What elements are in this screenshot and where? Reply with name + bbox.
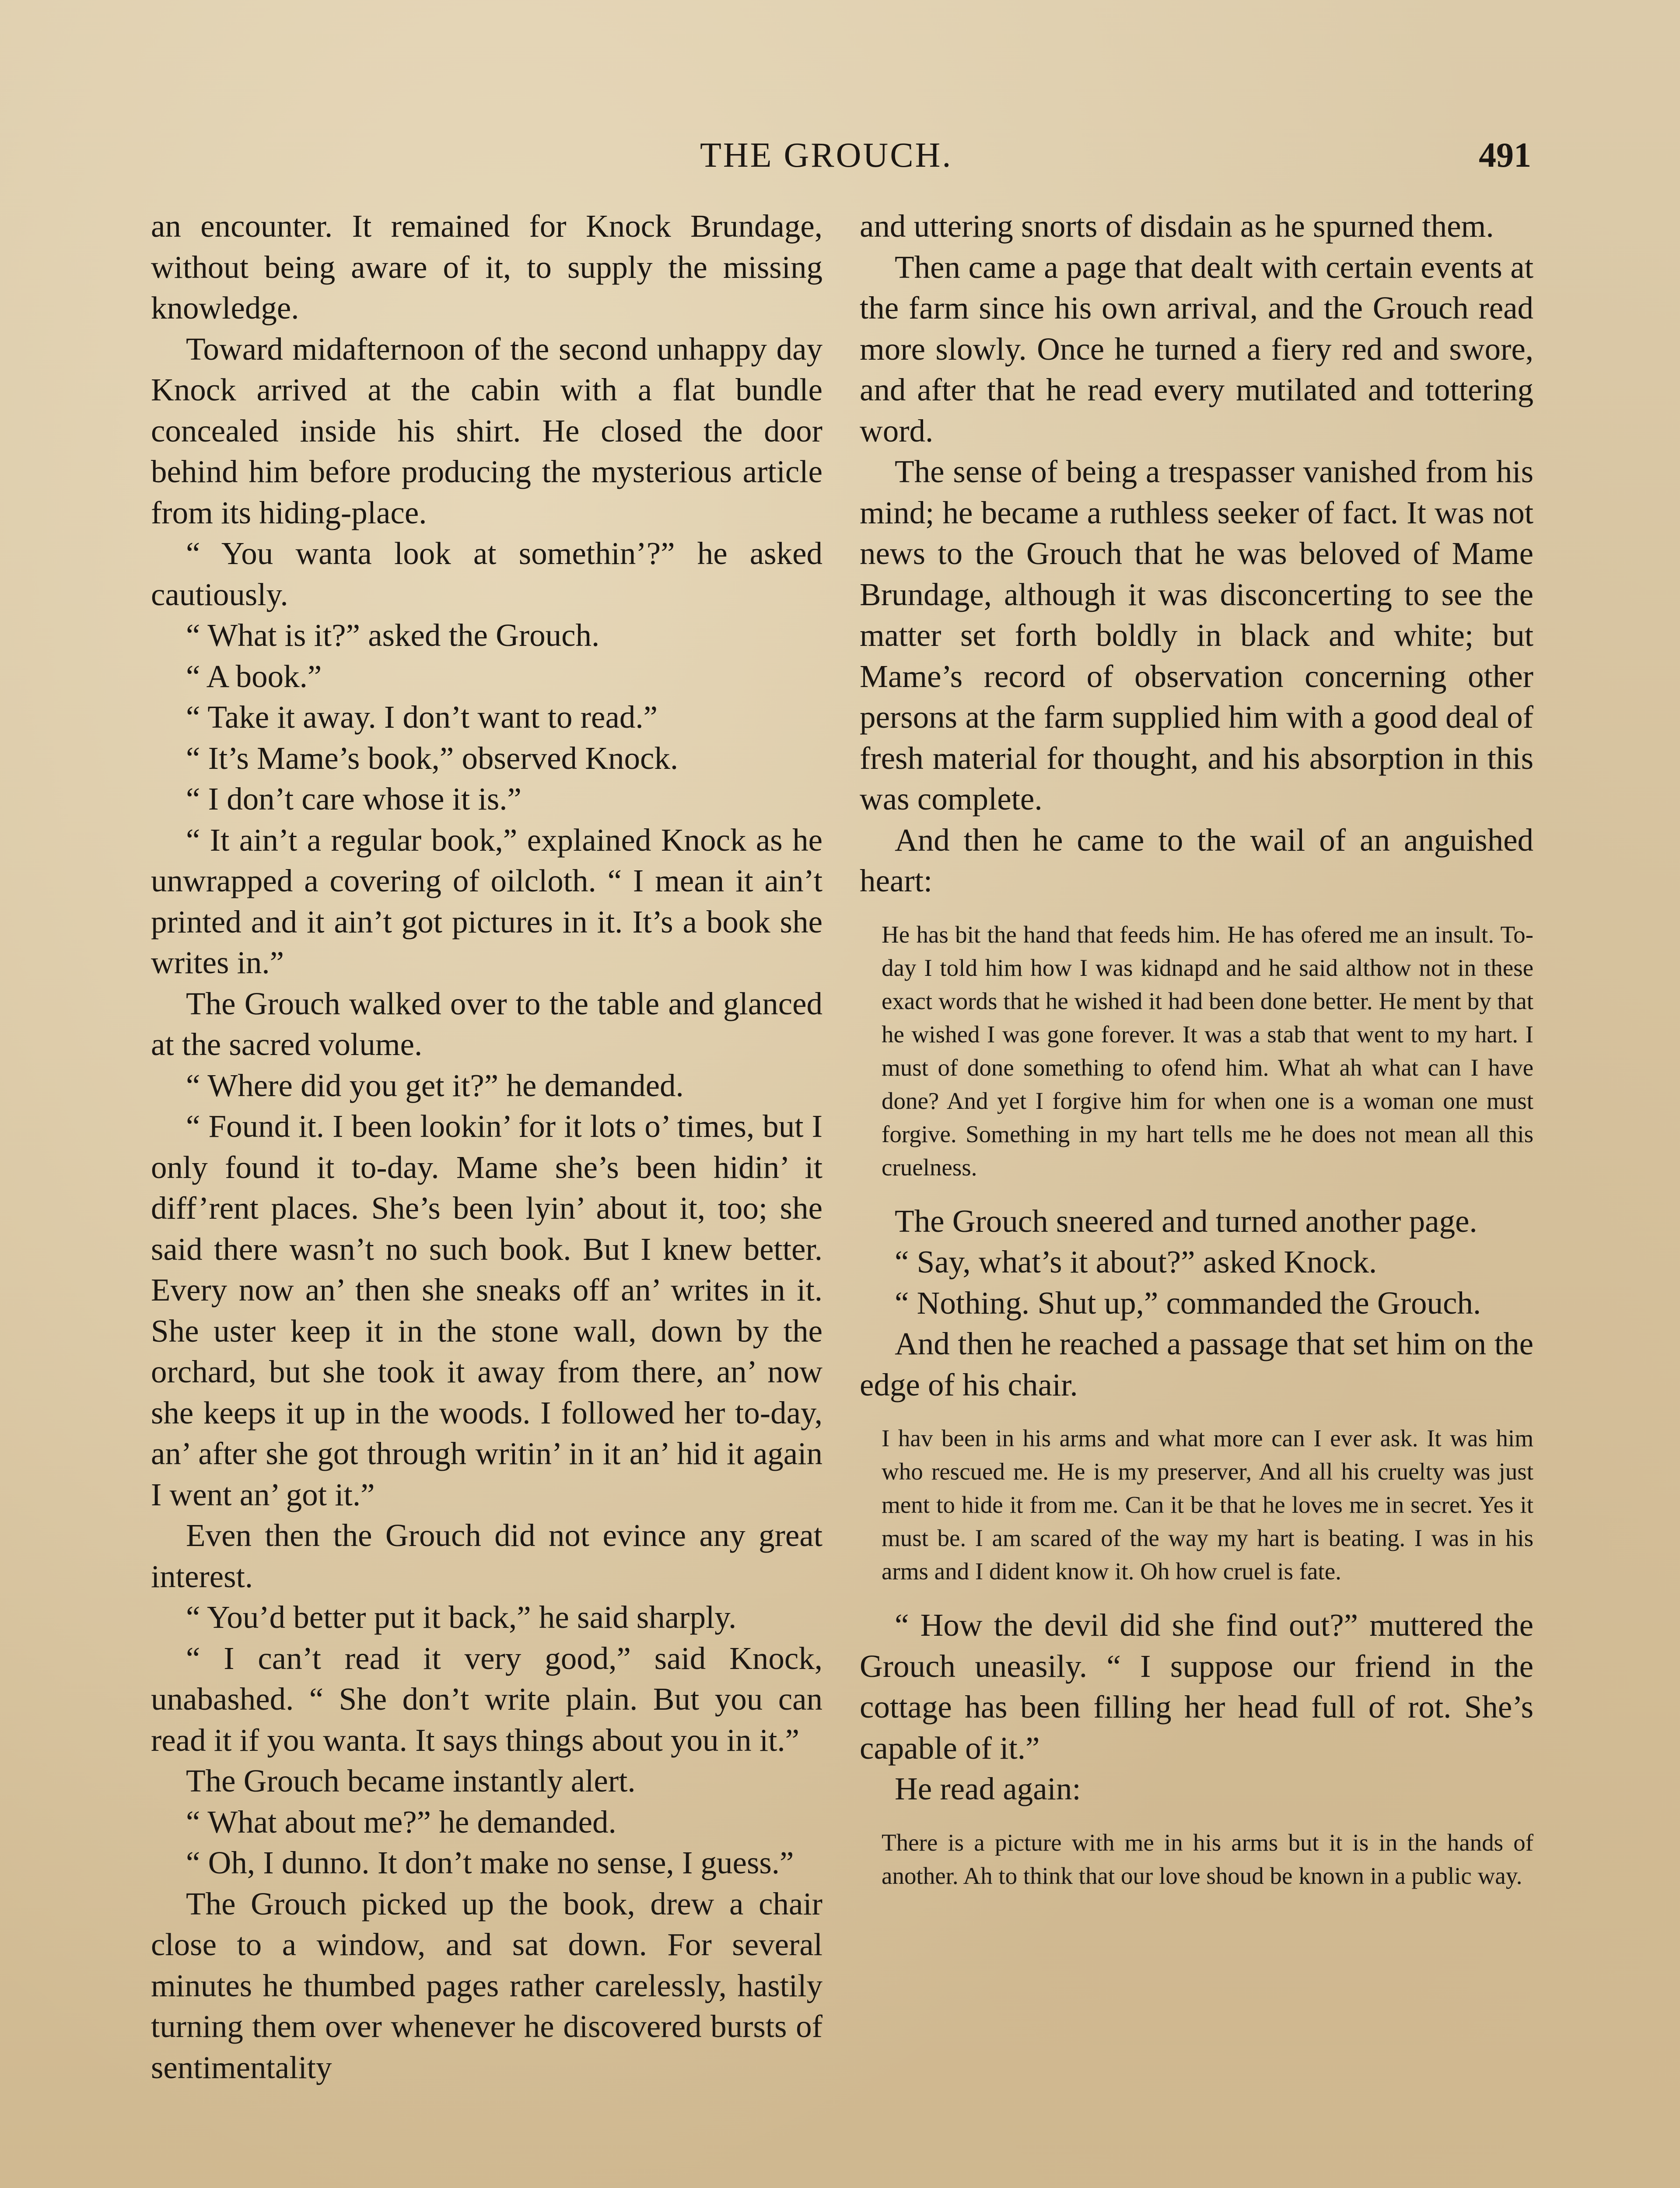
paragraph: “ What about me?” he demanded. (186, 1804, 616, 1840)
paragraph: “ It ain’t a regular book,” explained Knock as he unwrapped a covering of oilcloth. “ I mean it ain’t printed and it ain’t got pictures in it. It’s a book she writes in.” (151, 822, 822, 980)
page-header (0, 131, 1680, 179)
diary-excerpt: There is a picture with me in his arms but it is in the hands of another. Ah to think that our love shoud be known in a public way. (882, 1829, 1533, 1889)
paragraph: And then he reached a passage that set him on the edge of his chair. (860, 1326, 1533, 1403)
paragraph: “ You’d better put it back,” he said sharply. (186, 1599, 737, 1635)
paragraph: “ You wanta look at somethin’?” he asked cautiously. (151, 536, 822, 612)
diary-excerpt: I hav been in his arms and what more can I ever ask. It was him who rescued me. He is my preserver, And all his cruelty was just ment to hide it from me. Can it be that he loves me in secret. Yes it must be. I am scared of the way my hart is beating. I was in his arms and I dident know it. Oh how cruel is fate. (882, 1425, 1533, 1585)
paragraph: an encounter. It remained for Knock Brundage, without being aware of it, to supply the missing knowledge. (151, 208, 822, 326)
paragraph: And then he came to the wail of an anguished heart: (860, 822, 1533, 898)
paragraph: He read again: (895, 1771, 1081, 1806)
paragraph: “ It’s Mame’s book,” observed Knock. (186, 740, 679, 776)
paragraph: The Grouch sneered and turned another page. (895, 1203, 1477, 1239)
paragraph: The Grouch picked up the book, drew a chair close to a window, and sat down. For several minutes he thumbed pages rather carelessly, hastily turning them over whenever he discovered bursts of sentimentality (151, 1886, 822, 2085)
paragraph: Even then the Grouch did not evince any great interest. (151, 1518, 822, 1594)
paragraph: The Grouch became instantly alert. (186, 1763, 636, 1799)
paragraph: “ I can’t read it very good,” said Knock, unabashed. “ She don’t write plain. But you can read it if you wanta. It says things about you in it.” (151, 1640, 822, 1758)
paragraph: “ How the devil did she find out?” muttered the Grouch uneasily. “ I suppose our friend in the cottage has been filling her head full of rot. She’s capable of it.” (860, 1607, 1533, 1766)
paragraph: “ A book.” (186, 658, 322, 694)
page-number: 491 (1479, 136, 1531, 175)
paragraph: “ I don’t care whose it is.” (186, 781, 522, 817)
right-column (860, 206, 1533, 1893)
paragraph: “ Oh, I dunno. It don’t make no sense, I guess.” (186, 1845, 794, 1880)
paragraph: Toward midafternoon of the second unhappy day Knock arrived at the cabin with a flat bundle concealed inside his shirt. He closed the door behind him before producing the mysterious article from its hiding-place. (151, 331, 822, 530)
paragraph: “ Nothing. Shut up,” commanded the Grouch. (895, 1285, 1481, 1321)
paragraph: “ Where did you get it?” he demanded. (186, 1067, 684, 1103)
diary-excerpt: He has bit the hand that feeds him. He has ofered me an insult. To-day I told him how I was kidnapd and he said althow not in these exact words that he wished it had been done better. He ment by that he wished I was gone forever. It was a stab that went to my hart. I must of done something to ofend him. What ah what can I have done? And yet I forgive him for when one is a woman one must forgive. Something in my hart tells me he does not mean all this cruelness. (882, 921, 1533, 1181)
running-head: THE GROUCH. (700, 136, 953, 175)
paragraph: The Grouch walked over to the table and glanced at the sacred volume. (151, 985, 822, 1062)
left-column (151, 206, 822, 2088)
paragraph: and uttering snorts of disdain as he spurned them. (860, 208, 1494, 244)
paragraph: “ What is it?” asked the Grouch. (186, 617, 600, 653)
paragraph: The sense of being a trespasser vanished from his mind; he became a ruthless seeker of fact. It was not news to the Grouch that he was beloved of Mame Brundage, although it was disconcerting to see the matter set forth boldly in black and white; but Mame’s record of observation concerning other persons at the farm supplied him with a good deal of fresh material for thought, and his absorption in this was complete. (860, 454, 1533, 817)
paragraph: “ Found it. I been lookin’ for it lots o’ times, but I only found it to-day. Mame she’s been hidin’ it diff’rent places. She’s been lyin’ about it, too; she said there wasn’t no such book. But I knew better. Every now an’ then she sneaks off an’ writes in it. She uster keep it in the stone wall, down by the orchard, but she took it away from there, an’ now she keeps it up in the woods. I followed her to-day, an’ after she got through writin’ in it an’ hid it again I went an’ got it.” (151, 1108, 822, 1512)
paragraph: “ Take it away. I don’t want to read.” (186, 699, 658, 735)
paragraph: “ Say, what’s it about?” asked Knock. (895, 1244, 1377, 1280)
paragraph: Then came a page that dealt with certain events at the farm since his own arrival, and the Grouch read more slowly. Once he turned a fiery red and swore, and after that he read every mutilated and tottering word. (860, 249, 1533, 449)
